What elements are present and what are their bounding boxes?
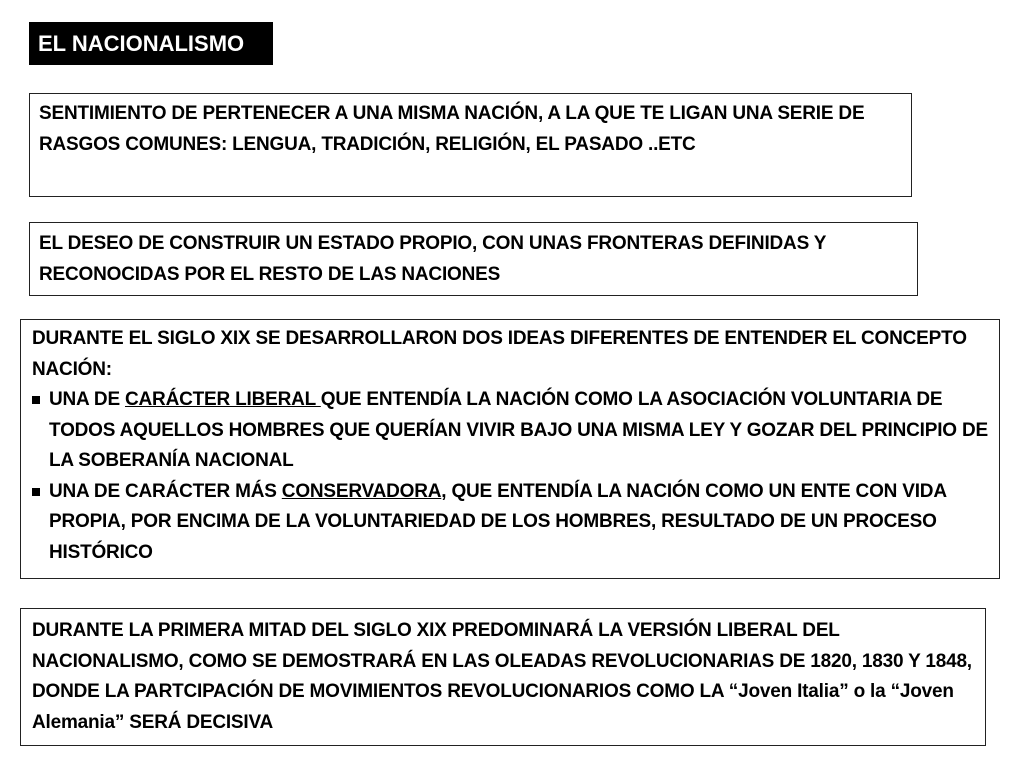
liberal-post: QUE ENTENDÍA LA NACIÓN COMO LA ASOCIACIÓN VOLUNTARIA DE TODOS AQUELLOS HOMBRES QUE QUERÍAN VIVIR BAJO UNA MISMA LEY Y GOZAR DEL PRINCIPIO DE LA SOBERANÍA NACIONAL <box>49 389 988 471</box>
page-title: EL NACIONALISMO <box>29 22 273 65</box>
liberal-predominance-box <box>20 608 986 746</box>
liberal-pre: UNA DE <box>49 389 126 410</box>
list-item-conservative <box>32 477 991 569</box>
conservative-underlined: CONSERVADORA <box>281 480 442 502</box>
liberal-predominance-text: DURANTE LA PRIMERA MITAD DEL SIGLO XIX PREDOMINARÁ LA VERSIÓN LIBERAL DEL NACIONALISMO, COMO SE DEMOSTRARÁ EN LAS OLEADAS REVOLUCIONARIAS DE 1820, 1830 Y 1848, DONDE LA PARTCIPACIÓN DE MOVIMIENTOS REVOLUCIONARIOS COMO LA “Joven Italia” o la “Joven Alemania” SERÁ DECISIVA <box>32 620 972 733</box>
definition-text: SENTIMIENTO DE PERTENECER A UNA MISMA NACIÓN, A LA QUE TE LIGAN UNA SERIE DE RASGOS COMUNES: LENGUA, TRADICIÓN, RELIGIÓN, EL PASADO ..ETC <box>39 103 865 155</box>
conservative-post: , QUE ENTENDÍA LA NACIÓN COMO UN ENTE CON VIDA PROPIA, POR ENCIMA DE LA VOLUNTARIEDAD DE LOS HOMBRES, RESULTADO DE UN PROCESO HISTÓRICO <box>49 480 947 563</box>
list-item-liberal <box>32 385 991 477</box>
liberal-underlined: CARÁCTER LIBERAL <box>125 389 321 410</box>
state-desire-text: EL DESEO DE CONSTRUIR UN ESTADO PROPIO, CON UNAS FRONTERAS DEFINIDAS Y RECONOCIDAS POR EL RESTO DE LAS NACIONES <box>39 233 826 285</box>
conservative-pre: UNA DE CARÁCTER MÁS <box>49 480 282 502</box>
state-desire-box <box>29 222 918 296</box>
square-bullet-icon <box>32 488 40 496</box>
square-bullet-icon <box>32 396 40 404</box>
definition-box <box>29 93 912 197</box>
two-ideas-intro: DURANTE EL SIGLO XIX SE DESARROLLARON DOS IDEAS DIFERENTES DE ENTENDER EL CONCEPTO NACIÓN: <box>32 328 967 380</box>
two-ideas-box <box>20 319 1000 579</box>
